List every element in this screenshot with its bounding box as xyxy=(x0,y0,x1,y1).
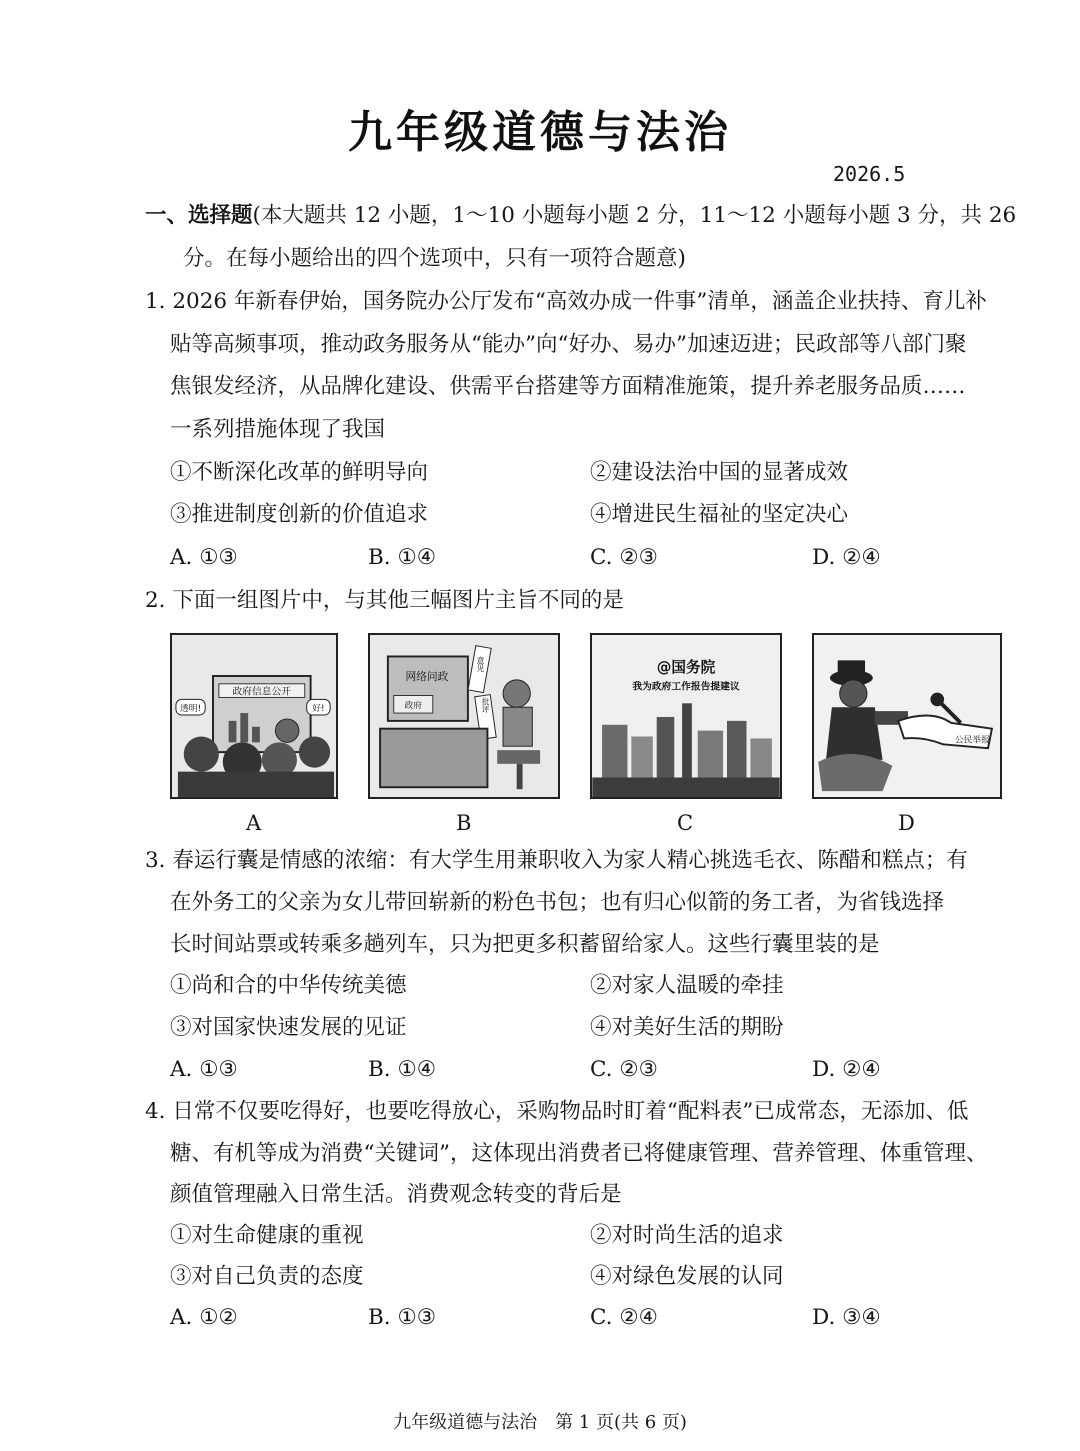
page-title: 九年级道德与法治 xyxy=(348,107,732,158)
q3-choice-d[interactable]: D. ②④ xyxy=(812,1057,881,1082)
q4-choice-c[interactable]: C. ②④ xyxy=(590,1305,658,1330)
q1-statement-2: ②建设法治中国的显著成效 xyxy=(590,460,849,485)
picture-c-illustration xyxy=(592,635,780,797)
q4-choice-b[interactable]: B. ①③ xyxy=(368,1305,437,1330)
picture-a-left-bubble: 透明! xyxy=(180,704,202,715)
q1-choice-c[interactable]: C. ②③ xyxy=(590,545,658,570)
q1-statement-4: ④增进民生福祉的坚定决心 xyxy=(590,502,849,527)
picture-a-right-bubble: 好! xyxy=(312,704,325,715)
picture-b-paper-1: 意见 xyxy=(476,656,486,673)
q2-picture-a[interactable] xyxy=(170,633,338,799)
picture-a-board-text: 政府信息公开 xyxy=(232,686,292,698)
q3-statement-2: ②对家人温暖的牵挂 xyxy=(590,973,784,998)
q2-stem: 2. 下面一组图片中，与其他三幅图片主旨不同的是 xyxy=(145,588,624,613)
picture-b-screen-text: 网络问政 xyxy=(405,669,449,683)
picture-b-illustration xyxy=(370,635,558,797)
q1-choice-b[interactable]: B. ①④ xyxy=(368,545,437,570)
q1-choice-a[interactable]: A. ①③ xyxy=(170,545,238,570)
q1-statement-1: ①不断深化改革的鲜明导向 xyxy=(170,460,429,485)
picture-d-paper-text: 公民举报 xyxy=(954,735,990,746)
q3-line-1: 3. 春运行囊是情感的浓缩：有大学生用兼职收入为家人精心挑选毛衣、陈醋和糕点；有 xyxy=(145,848,968,873)
page-footer: 九年级道德与法治 第 1 页(共 6 页) xyxy=(393,1412,687,1433)
q3-choice-c[interactable]: C. ②③ xyxy=(590,1057,658,1082)
q2-label-a: A xyxy=(246,811,262,835)
picture-c-line-1: @国务院 xyxy=(656,659,716,677)
q4-line-2: 糖、有机等成为消费“关键词”，这体现出消费者已将健康管理、营养管理、体重管理、 xyxy=(170,1141,988,1166)
spy-icon xyxy=(826,660,908,760)
q1-line-4: 一系列措施体现了我国 xyxy=(170,417,386,442)
q3-statement-3: ③对国家快速发展的见证 xyxy=(170,1015,407,1040)
q3-line-2: 在外务工的父亲为女儿带回崭新的粉色书包；也有归心似箭的务工者，为省钱选择 xyxy=(170,890,945,915)
q4-statement-3: ③对自己负责的态度 xyxy=(170,1264,364,1289)
q1-line-2: 贴等高频事项，推动政务服务从“能办”向“好办、易办”加速迈进；民政部等八部门聚 xyxy=(170,332,967,357)
q3-choice-b[interactable]: B. ①④ xyxy=(368,1057,437,1082)
q3-statement-1: ①尚和合的中华传统美德 xyxy=(170,973,407,998)
q3-choice-a[interactable]: A. ①③ xyxy=(170,1057,238,1082)
q1-line-1: 1. 2026 年新春伊始，国务院办公厅发布“高效办成一件事”清单，涵盖企业扶持、育儿补 xyxy=(145,289,987,314)
section-heading: 一、选择题 xyxy=(145,203,253,228)
q3-statement-4: ④对美好生活的期盼 xyxy=(590,1015,784,1040)
q1-line-3: 焦银发经济，从品牌化建设、供需平台搭建等方面精准施策，提升养老服务品质…… xyxy=(170,374,966,399)
section-instructions-2: 分。在每小题给出的四个选项中，只有一项符合题意) xyxy=(183,246,686,271)
q4-choice-a[interactable]: A. ①② xyxy=(170,1305,238,1330)
q4-line-3: 颜值管理融入日常生活。消费观念转变的背后是 xyxy=(170,1182,622,1207)
q4-statement-1: ①对生命健康的重视 xyxy=(170,1223,364,1248)
q2-label-c: C xyxy=(677,811,694,835)
picture-c-line-2: 我为政府工作报告提建议 xyxy=(632,681,740,693)
picture-d-illustration xyxy=(814,635,1000,797)
q4-statement-4: ④对绿色发展的认同 xyxy=(590,1264,784,1289)
q4-line-1: 4. 日常不仅要吃得好，也要吃得放心，采购物品时盯着“配料表”已成常态，无添加、低 xyxy=(145,1099,969,1124)
q3-line-3: 长时间站票或转乘多趟列车，只为把更多积蓄留给家人。这些行囊里装的是 xyxy=(170,932,880,957)
picture-b-card-text: 政府 xyxy=(404,701,423,712)
q4-statement-2: ②对时尚生活的追求 xyxy=(590,1223,784,1248)
q1-choice-d[interactable]: D. ②④ xyxy=(812,545,881,570)
q2-label-d: D xyxy=(898,811,915,835)
exam-date: 2026.5 xyxy=(833,162,906,186)
section-heading-line xyxy=(145,201,1016,231)
q2-label-b: B xyxy=(456,811,472,835)
q1-statement-3: ③推进制度创新的价值追求 xyxy=(170,502,429,527)
picture-a-illustration xyxy=(172,635,336,797)
picture-b-paper-2: 批评 xyxy=(480,697,490,714)
q2-picture-b[interactable] xyxy=(368,633,560,799)
q4-choice-d[interactable]: D. ③④ xyxy=(812,1305,881,1330)
section-instructions-1: (本大题共 12 小题，1～10 小题每小题 2 分，11～12 小题每小题 3 分，共 26 xyxy=(252,203,1017,228)
q2-picture-c[interactable] xyxy=(590,633,782,799)
q2-picture-d[interactable] xyxy=(812,633,1002,799)
